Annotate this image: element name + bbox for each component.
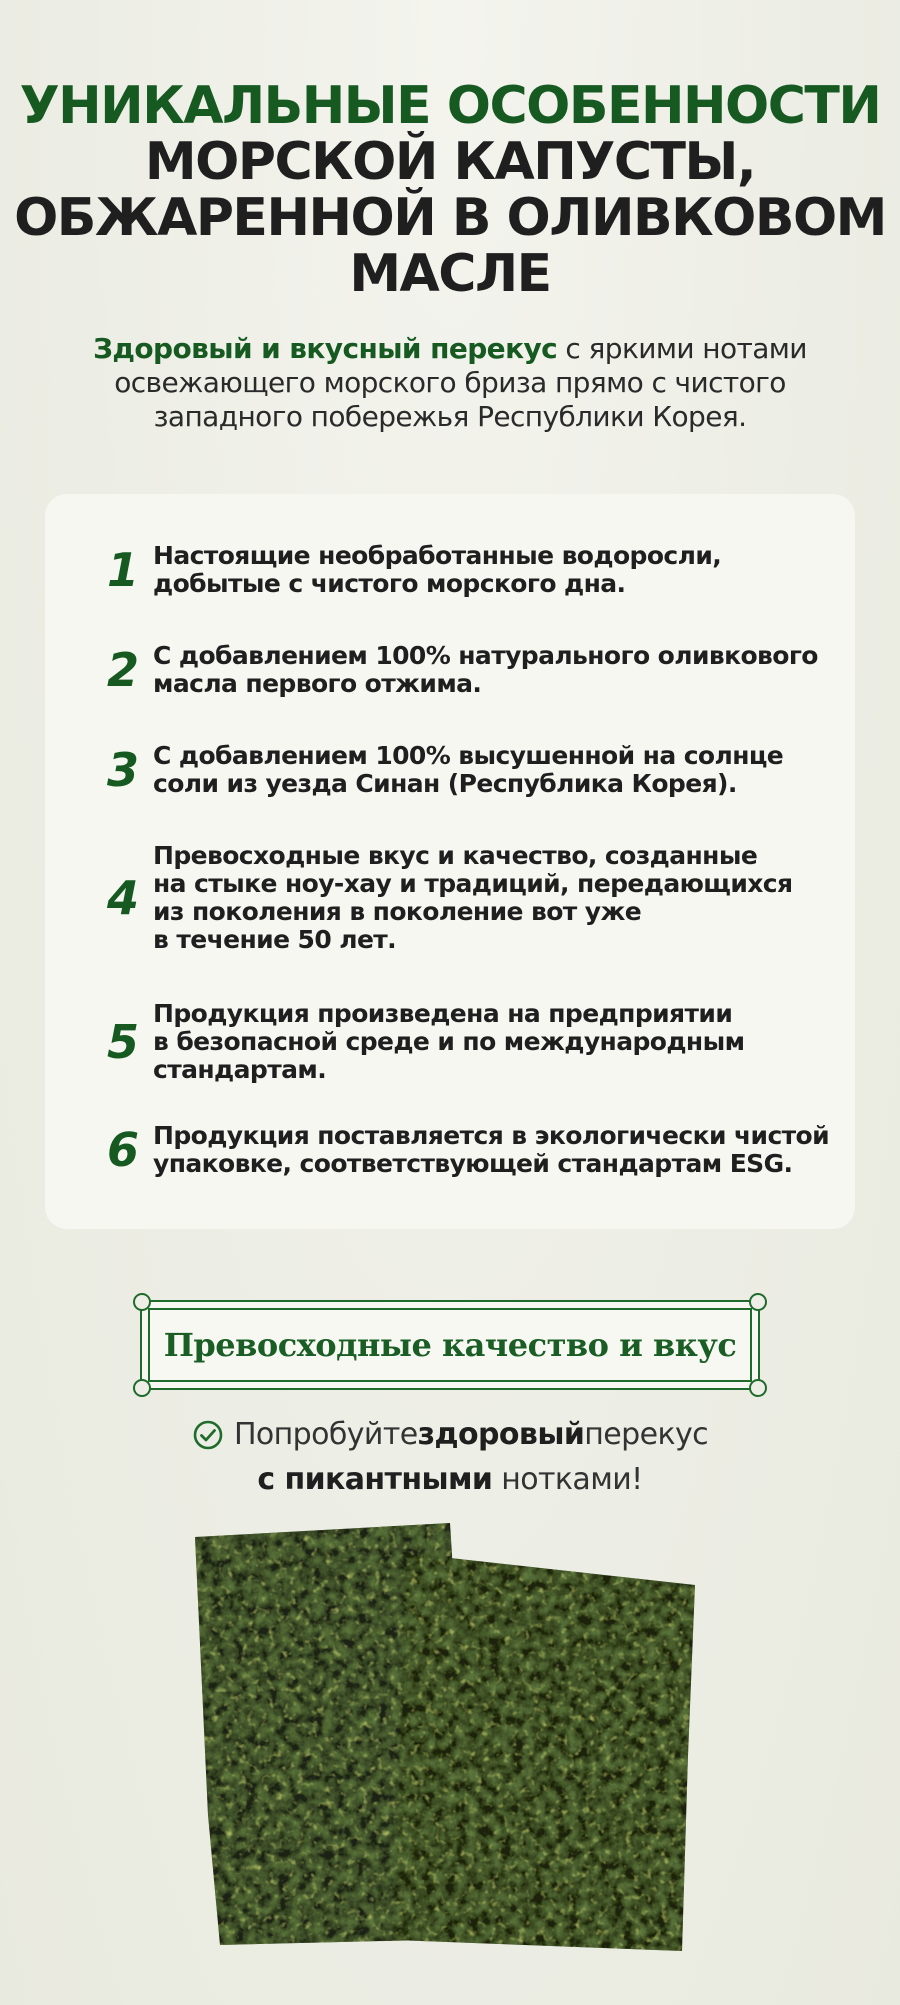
tagline-bold-1: здоровый xyxy=(417,1417,585,1452)
subtitle-rest: с яркими нотами освежающего морского бриза прямо с чистого западного побережья Республики Корея. xyxy=(114,332,807,433)
feature-number: 4 xyxy=(106,871,139,925)
feature-text: С добавлением 100% натурального оливкового масла первого отжима. xyxy=(153,641,818,698)
feature-text: Продукция поставляется в экологически чистой упаковке, соответствующей стандартам ESG. xyxy=(153,1121,830,1178)
page-title xyxy=(0,78,900,302)
seaweed-sheets-illustration xyxy=(190,1515,710,1955)
feature-item-1 xyxy=(101,542,841,598)
seaweed-sheet-right xyxy=(395,1553,695,1951)
feature-number: 3 xyxy=(106,743,139,797)
tagline-part-3: нотками! xyxy=(492,1462,643,1497)
feature-item-6 xyxy=(101,1122,841,1178)
seaweed-sheets-image xyxy=(190,1515,710,1955)
feature-number: 1 xyxy=(106,543,139,597)
features-card xyxy=(45,494,855,1229)
feature-text: Настоящие необработанные водоросли, добытые с чистого морского дна. xyxy=(153,541,722,598)
tagline-row-2 xyxy=(0,1461,900,1499)
quality-badge xyxy=(140,1300,760,1390)
feature-item-2 xyxy=(101,642,841,698)
feature-item-4 xyxy=(101,842,841,954)
tagline-bold-2: с пикантными xyxy=(257,1462,493,1497)
feature-number: 5 xyxy=(106,1015,139,1069)
tagline-part-2: перекус xyxy=(584,1417,709,1452)
feature-item-5 xyxy=(101,1000,841,1084)
feature-item-3 xyxy=(101,742,841,798)
title-line-3: ОБЖАРЕННОЙ В ОЛИВКОВОМ xyxy=(14,188,886,248)
title-line-2: МОРСКОЙ КАПУСТЫ, xyxy=(144,132,756,192)
feature-text: Продукция произведена на предприятии в безопасной среде и по международным стандартам. xyxy=(153,999,745,1084)
feature-text: С добавлением 100% высушенной на солнце соли из уезда Синан (Республика Корея). xyxy=(153,741,784,798)
tagline-part-1: Попробуйте xyxy=(233,1417,418,1452)
check-circle-icon xyxy=(192,1419,224,1451)
page-subtitle xyxy=(60,332,840,434)
feature-number: 6 xyxy=(106,1123,139,1177)
feature-text: Превосходные вкус и качество, созданные на стыке ноу-хау и традиций, передающихся из поколения в поколение вот уже в течение 50 лет. xyxy=(153,841,793,954)
subtitle-highlight: Здоровый и вкусный перекус xyxy=(93,332,558,365)
title-line-4: МАСЛЕ xyxy=(349,244,551,304)
tagline-row-1 xyxy=(192,1416,708,1454)
badge-label: Превосходные качество и вкус xyxy=(163,1326,737,1364)
feature-number: 2 xyxy=(106,643,139,697)
title-line-1: УНИКАЛЬНЫЕ ОСОБЕННОСТИ xyxy=(19,76,881,136)
tagline xyxy=(0,1416,900,1499)
